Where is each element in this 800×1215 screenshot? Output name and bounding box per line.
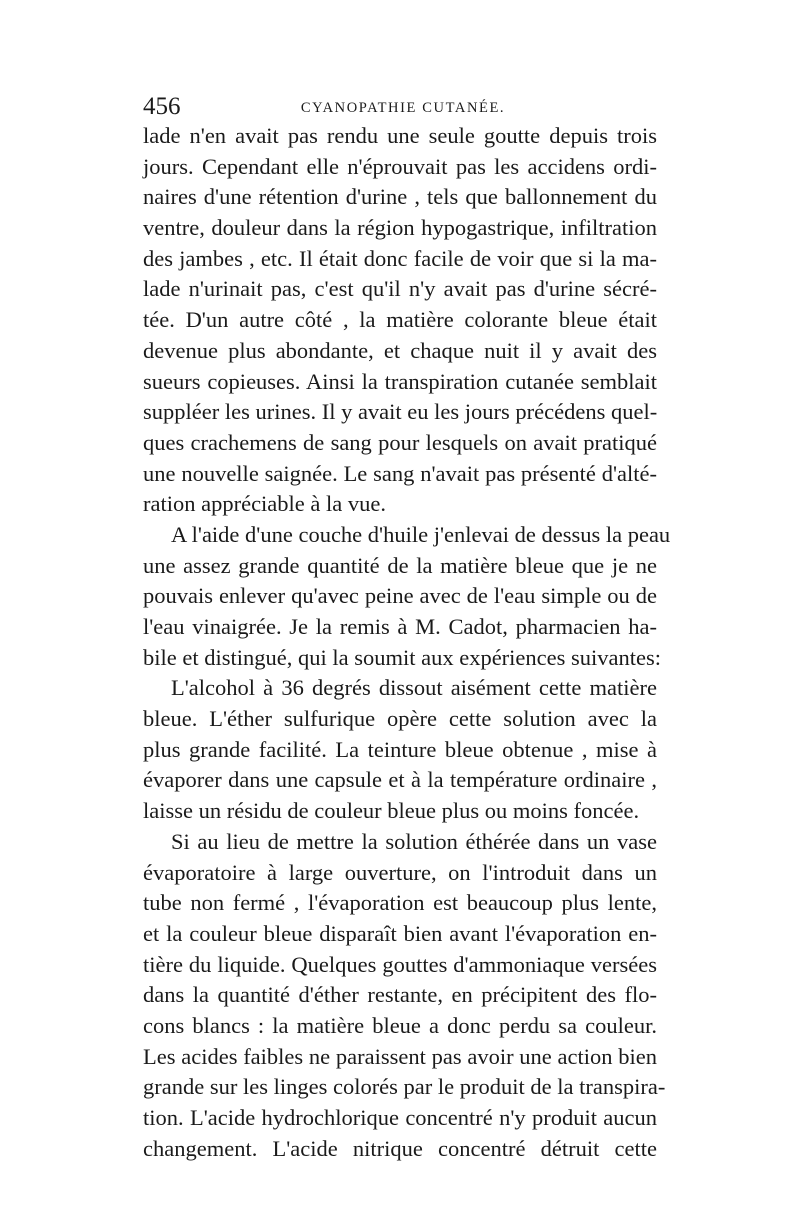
text-line: bleue. L'éther sulfurique opère cette solution avec la: [143, 706, 657, 732]
paragraph-end-line: ration appréciable à la vue.: [143, 491, 386, 517]
paragraph-start-line: A l'aide d'une couche d'huile j'enlevai de dessus la peau: [171, 521, 671, 547]
text-line: lade n'en avait pas rendu une seule goutte depuis trois: [143, 123, 657, 148]
text-line: une assez grande quantité de la matière bleue que je ne: [143, 552, 657, 578]
text-line: cons blancs : la matière bleue a donc perdu sa couleur.: [143, 1012, 657, 1038]
text-line: dans la quantité d'éther restante, en précipitent des flo-: [143, 982, 657, 1008]
text-line: et la couleur bleue disparaît bien avant l'évaporation en-: [143, 920, 657, 946]
text-line: plus grande facilité. La teinture bleue obtenue , mise à: [143, 736, 657, 762]
text-line: Les acides faibles ne paraissent pas avoir une action bien: [143, 1043, 657, 1069]
body-text: [143, 121, 671, 1164]
page-number: 456: [143, 93, 181, 120]
text-line: l'eau vinaigrée. Je la remis à M. Cadot, pharmacien ha-: [143, 614, 657, 639]
text-line: sueurs copieuses. Ainsi la transpiration cutanée semblait: [143, 368, 657, 394]
text-line: évaporer dans une capsule et à la température ordinaire ,: [143, 767, 657, 793]
paragraph-start-line: Si au lieu de mettre la solution éthérée dans un vase: [171, 828, 657, 854]
paragraph-start-line: L'alcohol à 36 degrés dissout aisément cette matière: [171, 675, 657, 701]
text-line: changement. L'acide nitrique concentré détruit cette: [143, 1135, 657, 1161]
text-line: ventre, douleur dans la région hypogastrique, infiltration: [143, 215, 657, 241]
text-line: une nouvelle saignée. Le sang n'avait pas présenté d'alté-: [143, 460, 657, 486]
text-line: lade n'urinait pas, c'est qu'il n'y avait pas d'urine sécré-: [143, 276, 657, 302]
text-line: suppléer les urines. Il y avait eu les jours précédens quel-: [143, 399, 658, 425]
paragraph-end-line: laisse un résidu de couleur bleue plus ou moins foncée.: [143, 798, 640, 824]
running-title: CYANOPATHIE CUTANÉE.: [300, 100, 506, 116]
page-header: [143, 92, 663, 122]
text-line: tube non fermé , l'évaporation est beaucoup plus lente,: [143, 890, 657, 916]
text-line: tion. L'acide hydrochlorique concentré n'y produit aucun: [143, 1105, 657, 1130]
text-line: des jambes , etc. Il était donc facile de voir que si la ma-: [143, 245, 657, 271]
paragraph-end-line: bile et distingué, qui la soumit aux expériences suivantes:: [143, 644, 662, 670]
text-line: tière du liquide. Quelques gouttes d'ammoniaque versées: [143, 951, 657, 977]
text-line: jours. Cependant elle n'éprouvait pas les accidens ordi-: [143, 153, 657, 179]
text-line: grande sur les linges colorés par le produit de la transpira-: [143, 1074, 666, 1100]
text-line: naires d'une rétention d'urine , tels que ballonnement du: [143, 184, 657, 210]
text-line: pouvais enlever qu'avec peine avec de l'eau simple ou de: [143, 583, 657, 609]
text-line: devenue plus abondante, et chaque nuit il y avait des: [143, 337, 657, 363]
text-line: tée. D'un autre côté , la matière colorante bleue était: [143, 307, 657, 333]
text-line: évaporatoire à large ouverture, on l'introduit dans un: [143, 859, 657, 885]
text-line: ques crachemens de sang pour lesquels on avait pratiqué: [143, 429, 657, 455]
